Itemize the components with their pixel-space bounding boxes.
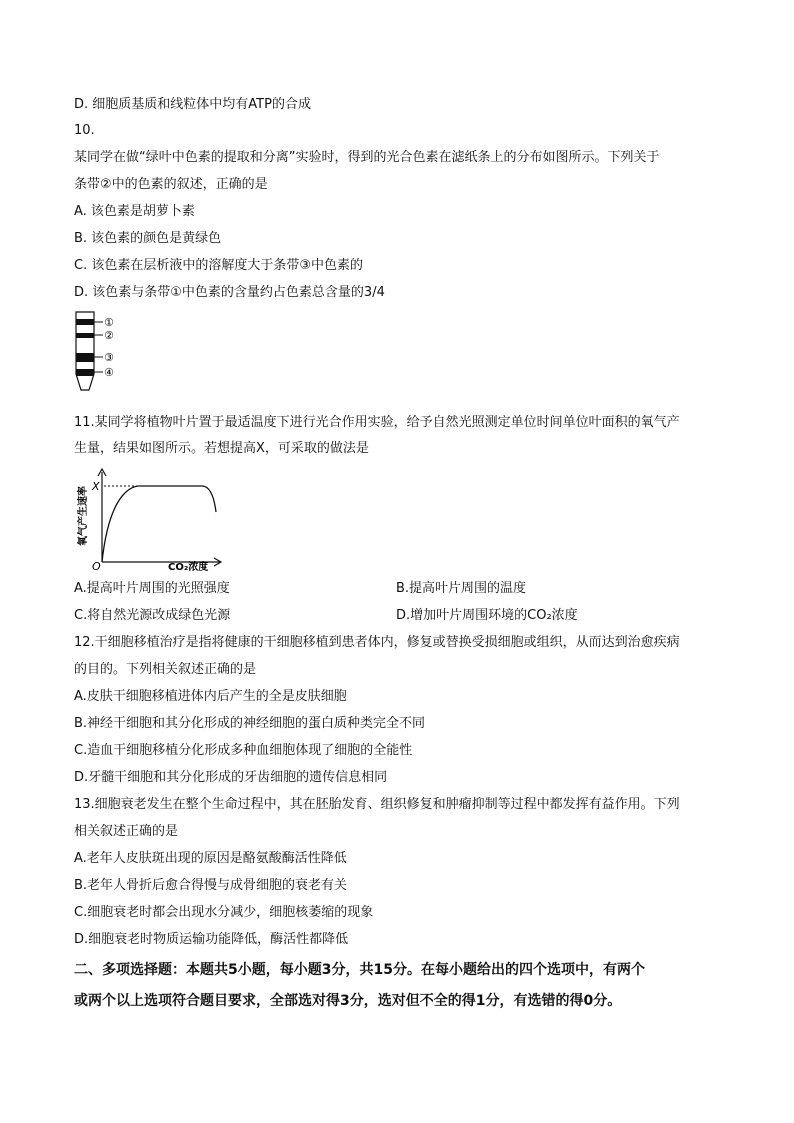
q11-option-c: C.将自然光源改成绿色光源 xyxy=(74,608,231,623)
band-label-3: ③ xyxy=(104,351,114,364)
q11-option-d: D.增加叶片周围环境的CO₂浓度 xyxy=(396,608,578,623)
q11-stem-line1: 11.某同学将植物叶片置于最适温度下进行光合作用实验，给予自然光照测定单位时间单位叶面积的氧气产 xyxy=(74,415,680,430)
q10-option-d: D. 该色素与条带①中色素的含量约占色素总含量的3/4 xyxy=(74,285,385,300)
q12-option-a: A.皮肤干细胞移植进体内后产生的全是皮肤细胞 xyxy=(74,689,347,704)
chromatography-strip-figure xyxy=(72,310,132,398)
q13-stem-line1: 13.细胞衰老发生在整个生命过程中，其在胚胎发育、组织修复和肿瘤抑制等过程中都发挥有益作用。下列 xyxy=(74,797,680,812)
q13-stem-line2: 相关叙述正确的是 xyxy=(74,824,179,839)
q10-option-a: A. 该色素是胡萝卜素 xyxy=(74,204,195,219)
q12-option-d: D.牙髓干细胞和其分化形成的牙齿细胞的遗传信息相同 xyxy=(74,770,388,785)
chart-xlabel: CO₂浓度 xyxy=(168,562,209,572)
band-1 xyxy=(76,319,94,325)
q11-stem-line2: 生量，结果如图所示。若想提高X，可采取的做法是 xyxy=(74,441,369,456)
q10-option-c: C. 该色素在层析液中的溶解度大于条带③中色素的 xyxy=(74,258,363,273)
section2-heading-line1: 二、多项选择题：本题共5小题，每小题3分，共15分。在每小题给出的四个选项中，有两个 xyxy=(74,962,645,978)
q11-option-a: A.提高叶片周围的光照强度 xyxy=(74,581,230,596)
chart-y-mark: X xyxy=(92,480,100,493)
chart-curve xyxy=(102,486,216,562)
q10-number: 10. xyxy=(74,123,95,138)
band-3 xyxy=(76,353,94,362)
q12-stem-line2: 的目的。下列相关叙述正确的是 xyxy=(74,662,257,677)
q13-option-c: C.细胞衰老时都会出现水分减少，细胞核萎缩的现象 xyxy=(74,905,374,920)
q12-option-b: B.神经干细胞和其分化形成的神经细胞的蛋白质种类完全不同 xyxy=(74,716,426,731)
q13-option-b: B.老年人骨折后愈合得慢与成骨细胞的衰老有关 xyxy=(74,878,348,893)
q11-option-b: B.提高叶片周围的温度 xyxy=(396,581,527,596)
band-label-4: ④ xyxy=(104,366,114,379)
band-label-1: ① xyxy=(104,316,114,329)
q10-stem-line1: 某同学在做“绿叶中色素的提取和分离”实验时，得到的光合色素在滤纸条上的分布如图所示。下列关于 xyxy=(74,150,660,165)
q10-stem-line2: 条带②中的色素的叙述，正确的是 xyxy=(74,177,268,192)
q9-option-d: D. 细胞质基质和线粒体中均有ATP的合成 xyxy=(74,97,311,112)
q10-option-b: B. 该色素的颜色是黄绿色 xyxy=(74,231,222,246)
section2-heading-line2: 或两个以上选项符合题目要求，全部选对得3分，选对但不全的得1分，有选错的得0分。 xyxy=(74,993,622,1009)
q13-option-d: D.细胞衰老时物质运输功能降低，酶活性都降低 xyxy=(74,932,349,947)
band-label-2: ② xyxy=(104,329,114,342)
band-4 xyxy=(76,369,94,376)
oxygen-rate-chart xyxy=(72,466,232,576)
q12-option-c: C.造血干细胞移植分化形成多种血细胞体现了细胞的全能性 xyxy=(74,743,413,758)
chart-ylabel: 氧气产生速率 xyxy=(78,486,89,546)
chart-origin: O xyxy=(92,560,101,572)
q13-option-a: A.老年人皮肤斑出现的原因是酪氨酸酶活性降低 xyxy=(74,851,347,866)
q12-stem-line1: 12.干细胞移植治疗是指将健康的干细胞移植到患者体内，修复或替换受损细胞或组织，从而达到治愈疾病 xyxy=(74,635,680,650)
band-2 xyxy=(76,333,94,338)
